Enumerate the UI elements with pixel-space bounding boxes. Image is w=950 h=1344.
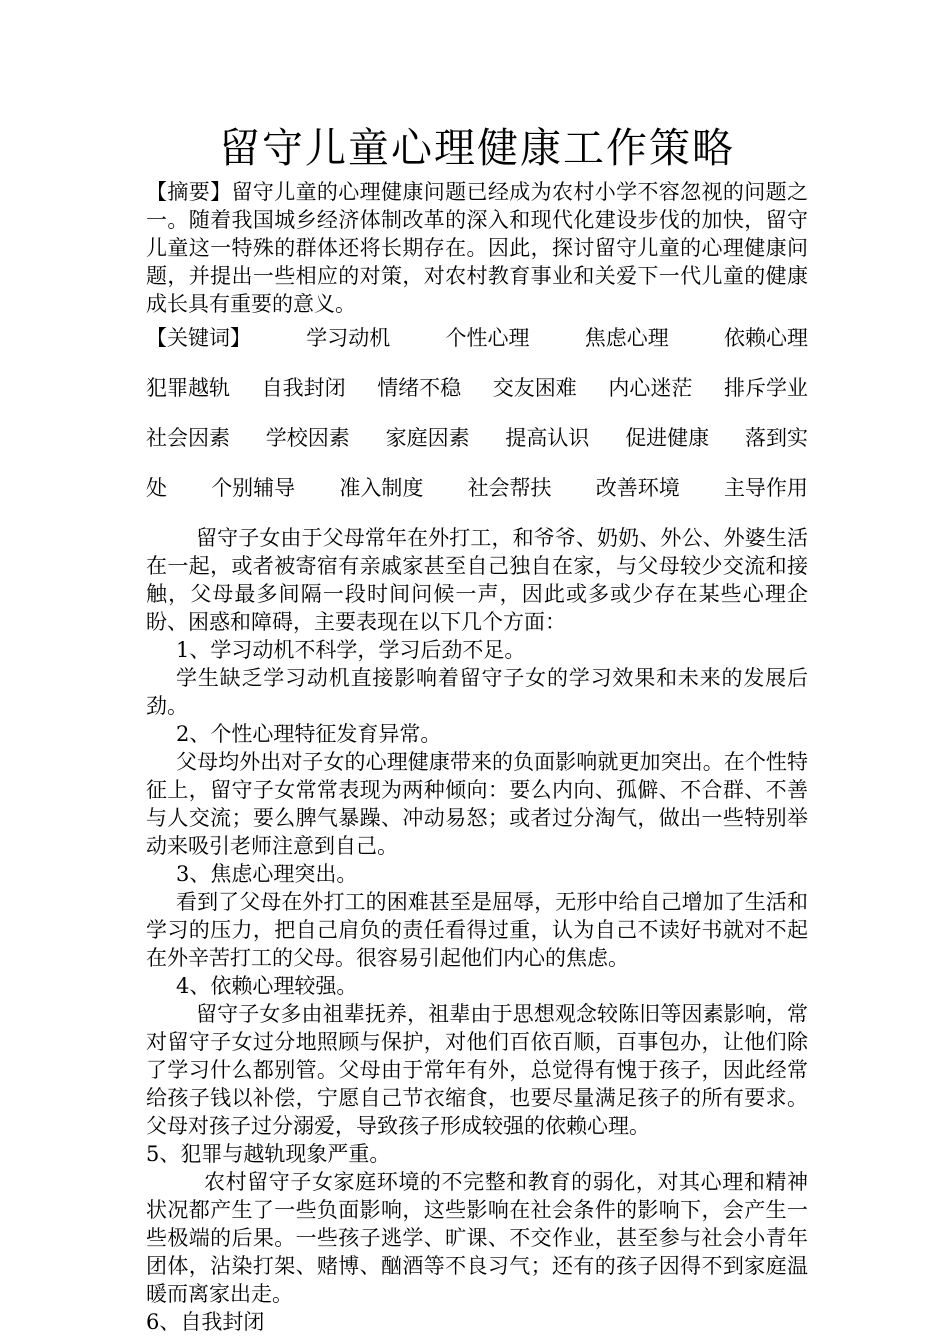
keyword: 学校因素 bbox=[265, 426, 350, 450]
section-heading: 1、学习动机不科学，学习后劲不足。 bbox=[176, 638, 526, 662]
keyword: 依赖心理 bbox=[724, 326, 808, 350]
section-heading: 6、自我封闭 bbox=[146, 1310, 265, 1334]
keyword: 排斥学业 bbox=[723, 376, 808, 400]
keyword: 个性心理 bbox=[445, 326, 530, 350]
page-title: 留守儿童心理健康工作策略 bbox=[219, 124, 735, 172]
section-heading: 4、依赖心理较强。 bbox=[176, 974, 358, 998]
keyword: 个别辅导 bbox=[211, 476, 296, 500]
section-heading: 2、个性心理特征发育异常。 bbox=[176, 722, 442, 746]
keyword: 准入制度 bbox=[339, 476, 424, 500]
keyword: 家庭因素 bbox=[385, 426, 470, 450]
keyword: 犯罪越轨 bbox=[146, 376, 230, 400]
keyword: 自我封闭 bbox=[261, 376, 346, 400]
keyword: 社会帮扶 bbox=[467, 476, 552, 500]
keyword: 学习动机 bbox=[306, 326, 391, 350]
keyword: 交友困难 bbox=[492, 376, 577, 400]
section-heading: 5、犯罪与越轨现象严重。 bbox=[146, 1142, 391, 1166]
keyword-row-2 bbox=[146, 374, 808, 424]
keyword: 落到实 bbox=[744, 426, 808, 450]
section-body: 农村留守子女家庭环境的不完整和教育的弱化，对其心理和精神状况都产生了一些负面影响，这些影响在社会条件的影响下，会产生一些极端的后果。一些孩子逃学、旷课、不交作业，甚至参与社会小青年团体，沾染打架、赌博、酗酒等不良习气；还有的孩子因得不到家庭温暖而离家出走。 bbox=[146, 1170, 808, 1306]
keyword: 情绪不稳 bbox=[377, 376, 462, 400]
keyword: 改善环境 bbox=[595, 476, 680, 500]
keyword: 提高认识 bbox=[505, 426, 590, 450]
intro-paragraph: 留守子女由于父母常年在外打工，和爷爷、奶奶、外公、外婆生活在一起，或者被寄宿有亲戚家甚至自己独自在家，与父母较少交流和接触，父母最多间隔一段时间问候一声，因此或多或少存在某些心理企盼、困惑和障碍，主要表现在以下几个方面： bbox=[146, 526, 808, 634]
keywords-label: 【关键词】 bbox=[146, 326, 251, 350]
keyword: 社会因素 bbox=[146, 426, 230, 450]
section-body: 父母均外出对子女的心理健康带来的负面影响就更加突出。在个性特征上，留守子女常常表现为两种倾向：要么内向、孤僻、不合群、不善与人交流；要么脾气暴躁、冲动易怒；或者过分淘气，做出一些特别举动来吸引老师注意到自己。 bbox=[146, 750, 808, 858]
section-body: 留守子女多由祖辈抚养，祖辈由于思想观念较陈旧等因素影响，常对留守子女过分地照顾与保护，对他们百依百顺，百事包办，让他们除了学习什么都别管。父母由于常年有外，总觉得有愧于孩子，因此经常给孩子钱以补偿，宁愿自己节衣缩食，也要尽量满足孩子的所有要求。父母对孩子过分溺爱，导致孩子形成较强的依赖心理。 bbox=[146, 1002, 808, 1138]
keyword: 主导作用 bbox=[723, 476, 808, 500]
document-page bbox=[146, 120, 808, 1336]
keyword: 内心迷茫 bbox=[608, 376, 693, 400]
keyword: 焦虑心理 bbox=[584, 326, 669, 350]
section-body: 看到了父母在外打工的困难甚至是屈辱，无形中给自己增加了生活和学习的压力，把自己肩负的责任看得过重，认为自己不读好书就对不起在外辛苦打工的父母。很容易引起他们内心的焦虑。 bbox=[146, 890, 808, 970]
section-heading: 3、焦虑心理突出。 bbox=[176, 862, 358, 886]
keyword: 处 bbox=[146, 476, 167, 500]
keyword: 促进健康 bbox=[625, 426, 710, 450]
keyword-row-4 bbox=[146, 474, 808, 524]
keyword-row-1 bbox=[146, 324, 808, 374]
abstract-paragraph: 【摘要】留守儿童的心理健康问题已经成为农村小学不容忽视的问题之一。随着我国城乡经济体制改革的深入和现代化建设步伐的加快，留守儿童这一特殊的群体还将长期存在。因此，探讨留守儿童的心理健康问题，并提出一些相应的对策，对农村教育事业和关爱下一代儿童的健康成长具有重要的意义。 bbox=[146, 180, 808, 316]
keyword-row-3 bbox=[146, 424, 808, 474]
section-body: 学生缺乏学习动机直接影响着留守子女的学习效果和未来的发展后劲。 bbox=[146, 666, 808, 718]
